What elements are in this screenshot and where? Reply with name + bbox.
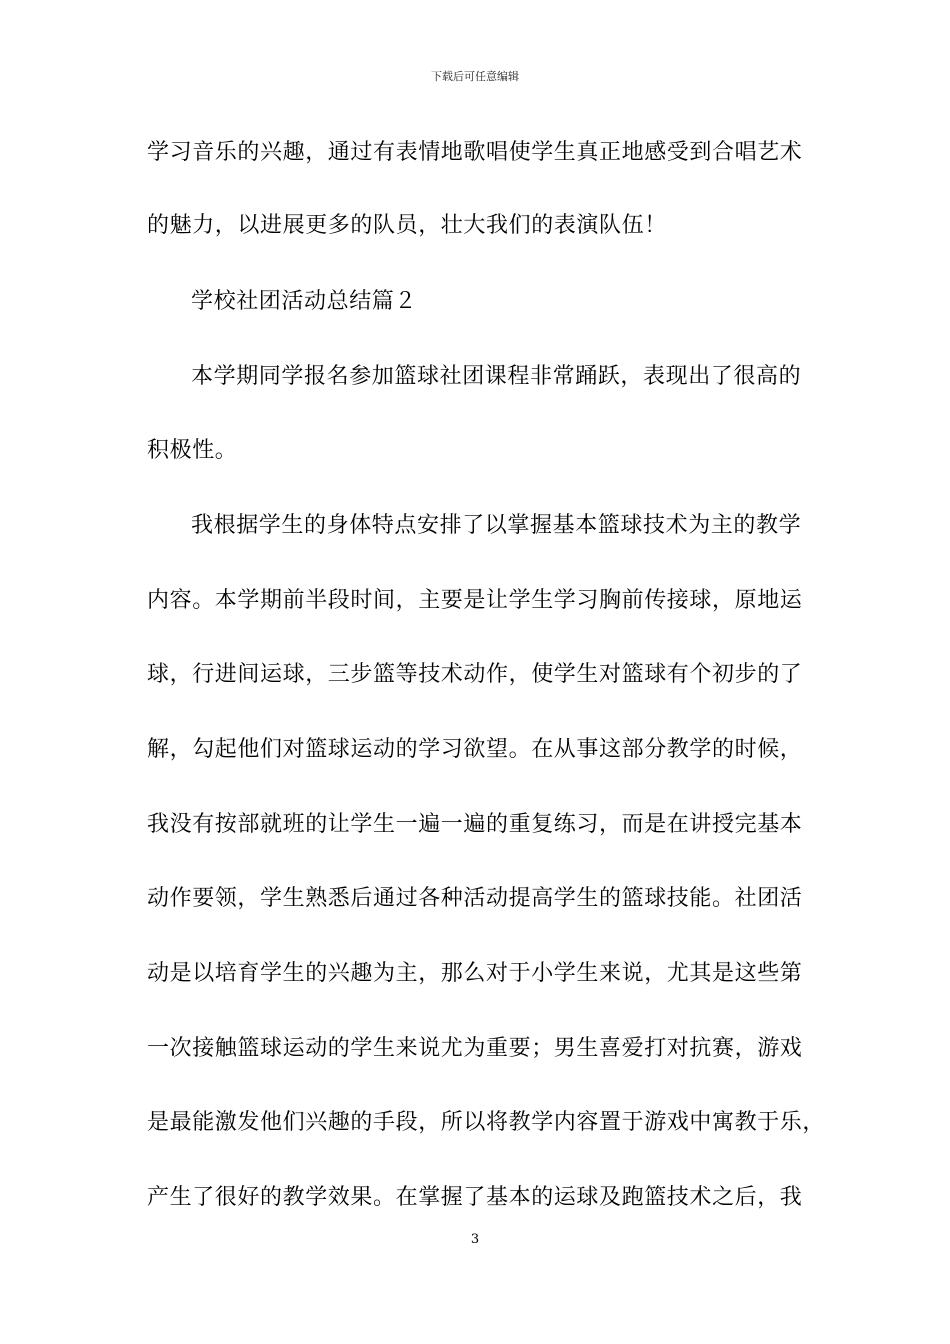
text-line: 球，行进间运球，三步篮等技术动作，使学生对篮球有个初步的了 bbox=[147, 662, 803, 687]
text-line: 解，勾起他们对篮球运动的学习欲望。在从事这部分教学的时候， bbox=[147, 737, 803, 762]
text-line: 动作要领，学生熟悉后通过各种活动提高学生的篮球技能。社团活 bbox=[147, 886, 803, 911]
text-line: 内容。本学期前半段时间，主要是让学生学习胸前传接球，原地运 bbox=[147, 588, 803, 613]
text-line: 积极性。 bbox=[147, 438, 238, 463]
text-line: 是最能激发他们兴趣的手段，所以将教学内容置于游戏中寓教于乐， bbox=[147, 1110, 826, 1135]
section-heading: 学校社团活动总结篇２ bbox=[191, 289, 418, 314]
text-line: 的魅力，以进展更多的队员，壮大我们的表演队伍！ bbox=[147, 213, 667, 238]
page-number: 3 bbox=[470, 1232, 480, 1247]
text-line: 一次接触篮球运动的学生来说尤为重要；男生喜爱打对抗赛，游戏 bbox=[147, 1036, 803, 1061]
text-line: 我没有按部就班的让学生一遍一遍的重复练习，而是在讲授完基本 bbox=[147, 812, 803, 837]
text-line: 我根据学生的身体特点安排了以掌握基本篮球技术为主的教学 bbox=[191, 513, 802, 538]
text-line: 动是以培育学生的兴趣为主，那么对于小学生来说，尤其是这些第 bbox=[147, 961, 803, 986]
header-note: 下载后可任意编辑 bbox=[431, 70, 519, 83]
text-line: 本学期同学报名参加篮球社团课程非常踊跃，表现出了很高的 bbox=[191, 364, 802, 389]
text-line: 学习音乐的兴趣，通过有表情地歌唱使学生真正地感受到合唱艺术 bbox=[147, 140, 803, 165]
text-line: 产生了很好的教学效果。在掌握了基本的运球及跑篮技术之后，我 bbox=[147, 1185, 803, 1210]
